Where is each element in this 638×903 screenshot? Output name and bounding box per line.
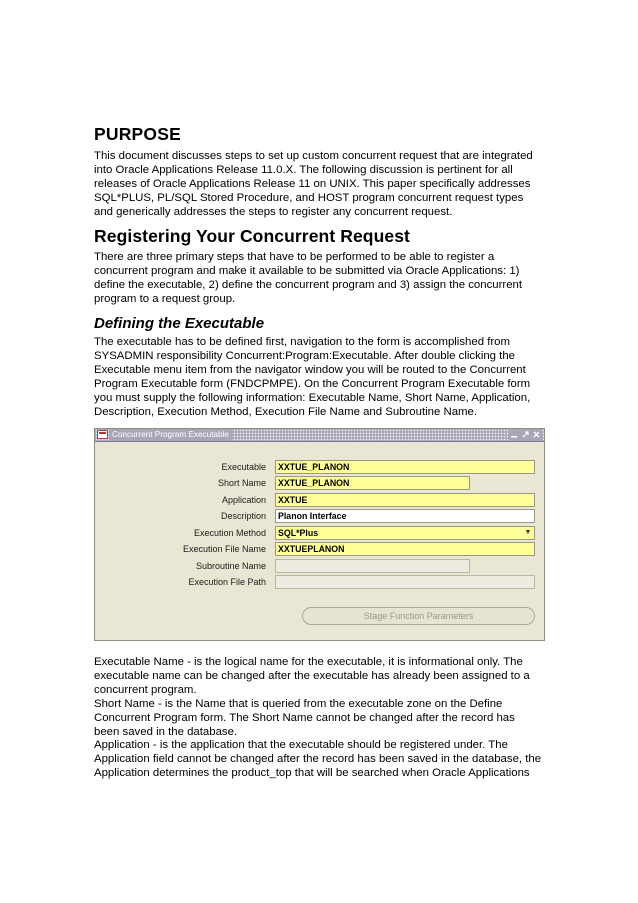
execution-file-name-label: Execution File Name: [182, 544, 266, 554]
oracle-app-icon: [97, 430, 108, 439]
text-line: and generically addresses the steps to register any concurrent request.: [94, 205, 453, 218]
maximize-icon[interactable]: [520, 429, 531, 441]
execution-method-label: Execution Method: [193, 528, 266, 538]
text-line: concurrent program and make it available to be submitted via Oracle Applications: 1): [94, 264, 520, 277]
window-title: Concurrent Program Executable: [109, 429, 232, 441]
text-line: Short Name - is the Name that is queried from the executable zone on the Define: [94, 697, 503, 710]
stage-function-parameters-button[interactable]: Stage Function Parameters: [302, 607, 535, 625]
text-line: Executable menu item from the navigator window you will be routed to the Concurrent: [94, 363, 526, 376]
definitions-paragraph: [94, 656, 554, 781]
text-line: program to a request group.: [94, 292, 236, 305]
concurrent-program-executable-window: [94, 428, 545, 641]
text-line: This document discusses steps to set up custom concurrent request that are integrated: [94, 150, 533, 162]
execution-method-value: SQL*Plus: [278, 528, 319, 538]
text-line: Application field cannot be changed after the record has been saved in the database, the: [94, 753, 542, 766]
text-line: Program Executable form (FNDCPMPE). On the Concurrent Program Executable form: [94, 377, 531, 390]
defining-heading: Defining the Executable: [94, 315, 265, 332]
text-line: SQL*PLUS, PL/SQL Stored Procedure, and HOST program concurrent request types: [94, 191, 524, 204]
execution-file-path-label: Execution File Path: [188, 577, 266, 587]
execution-file-name-field[interactable]: XXTUEPLANON: [275, 542, 535, 556]
application-label: Application: [221, 495, 266, 505]
text-line: concurrent program.: [94, 683, 197, 696]
description-field[interactable]: Planon Interface: [275, 509, 535, 523]
text-line: you must supply the following information: Executable Name, Short Name, Application,: [94, 391, 531, 404]
text-line: executable name can be changed after the executable has already been assigned to a: [94, 669, 530, 682]
registering-heading: Registering Your Concurrent Request: [94, 226, 410, 246]
text-line: The executable has to be defined first, navigation to the form is accomplished from: [94, 336, 510, 348]
short-name-label: Short Name: [217, 478, 266, 488]
chevron-down-icon[interactable]: ▼: [524, 529, 532, 536]
purpose-paragraph: [94, 150, 554, 220]
defining-paragraph: [94, 336, 554, 419]
execution-file-path-field[interactable]: [275, 575, 535, 589]
executable-label: Executable: [221, 462, 266, 472]
close-icon[interactable]: [531, 429, 542, 441]
window-titlebar[interactable]: [95, 429, 544, 442]
text-line: Executable Name - is the logical name for the executable, it is informational only. The: [94, 656, 523, 668]
text-line: Concurrent Program form. The Short Name cannot be changed after the record has: [94, 711, 515, 724]
subroutine-name-label: Subroutine Name: [195, 561, 266, 571]
purpose-heading: PURPOSE: [94, 124, 181, 144]
text-line: been saved in the database.: [94, 725, 238, 738]
description-label: Description: [220, 511, 266, 521]
execution-method-select[interactable]: [275, 526, 535, 540]
subroutine-name-field[interactable]: [275, 559, 470, 573]
text-line: Description, Execution Method, Execution File Name and Subroutine Name.: [94, 405, 478, 418]
short-name-field[interactable]: XXTUE_PLANON: [275, 476, 470, 490]
text-line: There are three primary steps that have to be performed to be able to register a: [94, 251, 495, 263]
minimize-icon[interactable]: [509, 429, 520, 441]
executable-field[interactable]: XXTUE_PLANON: [275, 460, 535, 474]
application-field[interactable]: XXTUE: [275, 493, 535, 507]
text-line: Application determines the product_top that will be searched when Oracle Applications: [94, 767, 530, 780]
text-line: releases of Oracle Applications Release 11 on UNIX. This paper specifically addresses: [94, 177, 531, 190]
text-line: SYSADMIN responsibility Concurrent:Program:Executable. After double clicking the: [94, 349, 516, 362]
text-line: into Oracle Applications Release 11.0.X. The following discussion is pertinent for all: [94, 163, 513, 176]
text-line: define the executable, 2) define the concurrent program and 3) assign the concurrent: [94, 278, 523, 291]
registering-paragraph: [94, 251, 554, 307]
text-line: Application - is the application that the executable should be registered under. The: [94, 739, 508, 752]
